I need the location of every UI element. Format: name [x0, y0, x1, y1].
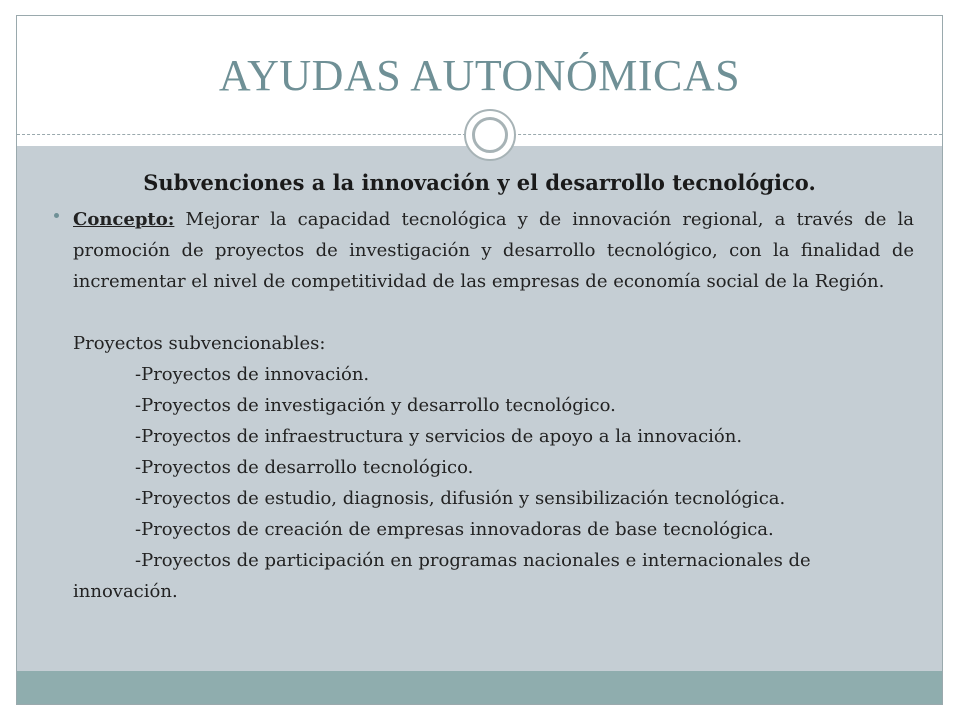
content-panel [17, 146, 942, 672]
list-item: -Proyectos de participación en programas nacionales e internacionales de innovación. [73, 550, 811, 602]
list-item: -Proyectos de investigación y desarrollo tecnológico. [135, 395, 616, 416]
list-item: -Proyectos de creación de empresas innovadoras de base tecnológica. [135, 519, 774, 540]
concept-label: Concepto: [73, 209, 175, 230]
list-item: -Proyectos de innovación. [135, 364, 370, 385]
body-text [73, 204, 914, 607]
project-list [73, 359, 914, 607]
footer-bar [17, 671, 942, 704]
list-heading: Proyectos subvencionables: [73, 333, 326, 354]
list-item: -Proyectos de estudio, diagnosis, difusión y sensibilización tecnológica. [135, 488, 786, 509]
slide-frame [16, 15, 943, 705]
list-item: -Proyectos de infraestructura y servicios de apoyo a la innovación. [135, 426, 743, 447]
concept-text: Mejorar la capacidad tecnológica y de innovación regional, a través de la promoción de proyectos de investigación y desarrollo tecnológico, con la finalidad de incrementar el nivel de competitividad de las empresas de economía social de la Región. [73, 209, 914, 292]
concept-paragraph [73, 204, 914, 297]
list-item: -Proyectos de desarrollo tecnológico. [135, 457, 474, 478]
double-ring-icon [464, 109, 516, 161]
slide-title: AYUDAS AUTONÓMICAS [218, 51, 741, 100]
bullet-dot-icon [54, 213, 59, 218]
slide-subtitle: Subvenciones a la innovación y el desarrollo tecnológico. [143, 170, 816, 195]
